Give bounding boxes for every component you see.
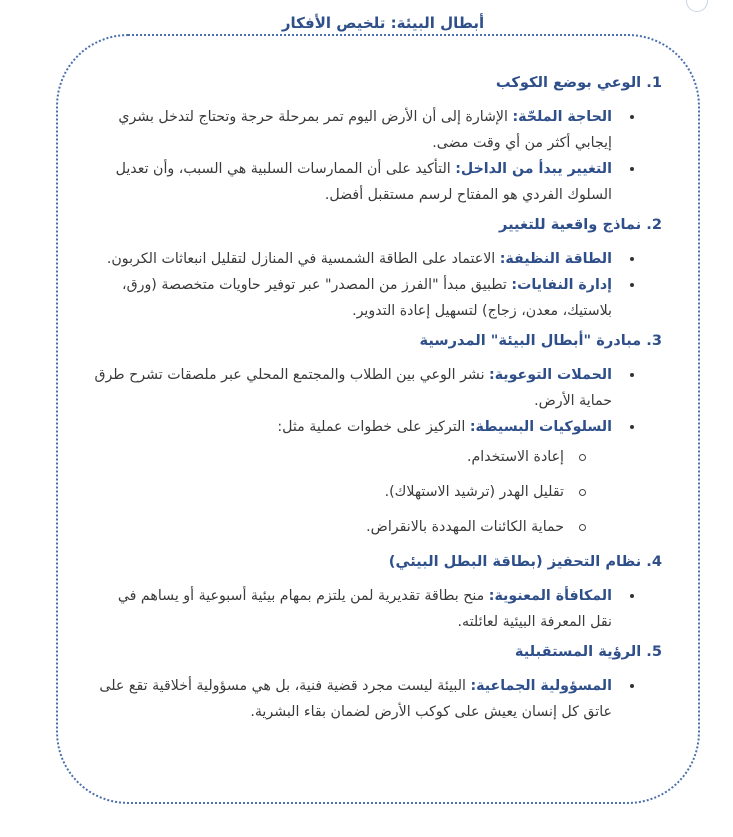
item-term: إدارة النفايات: [511,277,612,293]
item-text: تطبيق مبدأ "الفرز من المصدر" عبر توفير حاويات متخصصة (ورق، بلاستيك، معدن، زجاج) لتسهيل إعادة التدوير. [122,277,612,319]
list-item [92,104,612,156]
list-item [92,272,612,324]
item-text: نشر الوعي بين الطلاب والمجتمع المحلي عبر ملصقات تشرح طرق حماية الأرض. [94,367,612,409]
item-term: المسؤولية الجماعية: [470,678,612,694]
bullet-list [92,673,662,725]
bullet-list [92,104,662,208]
bullet-list [92,362,662,540]
summary-content [92,70,662,729]
item-term: الحاجة الملحّة: [512,109,612,125]
bullet-list [92,246,662,324]
item-text: التأكيد على أن الممارسات السلبية هي السبب، وأن تعديل السلوك الفردي هو المفتاح لرسم مستقبل أفضل. [115,161,612,203]
section-heading: 2. نماذج واقعية للتغيير [498,216,662,233]
item-text: التركيز على خطوات عملية مثل: [277,419,470,435]
list-item [92,673,612,725]
section-heading: 3. مبادرة "أبطال البيئة" المدرسية [419,332,662,349]
item-text: منح بطاقة تقديرية لمن يلتزم بمهام بيئية أسبوعية أو يساهم في نقل المعرفة البيئية لعائلته. [117,588,612,630]
item-term: السلوكيات البسيطة: [469,419,612,435]
sub-list-item: حماية الكائنات المهددة بالانقراض. [92,514,564,540]
sub-list-item: إعادة الاستخدام. [92,444,564,470]
item-text: الإشارة إلى أن الأرض اليوم تمر بمرحلة حرجة وتحتاج لتدخل بشري إيجابي أكثر من أي وقت مضى. [118,109,612,151]
bullet-list [92,583,662,635]
list-item [92,583,612,635]
item-text: البيئة ليست مجرد قضية فنية، بل هي مسؤولية أخلاقية تقع على عاتق كل إنسان يعيش على كوكب الأرض لضمان بقاء البشرية. [99,678,612,720]
section-heading: 1. الوعي بوضع الكوكب [495,74,662,91]
page-title: أبطال البيئة: تلخيص الأفكار [281,14,485,33]
item-text: الاعتماد على الطاقة الشمسية في المنازل لتقليل انبعاثات الكربون. [106,251,500,267]
sub-list-item: تقليل الهدر (ترشيد الاستهلاك). [92,479,564,505]
item-term: الحملات التوعوية: [489,367,612,383]
list-item [92,414,612,540]
item-term: الطاقة النظيفة: [499,251,612,267]
list-item [92,362,612,414]
sub-list [92,444,612,540]
section-heading: 4. نظام التحفيز (بطاقة البطل البيئي) [388,553,662,570]
section-heading: 5. الرؤية المستقبلية [514,643,662,660]
corner-decoration [686,0,708,12]
item-term: المكافأة المعنوية: [488,588,612,604]
list-item [92,156,612,208]
list-item [92,246,612,272]
item-term: التغيير يبدأ من الداخل: [455,161,612,177]
